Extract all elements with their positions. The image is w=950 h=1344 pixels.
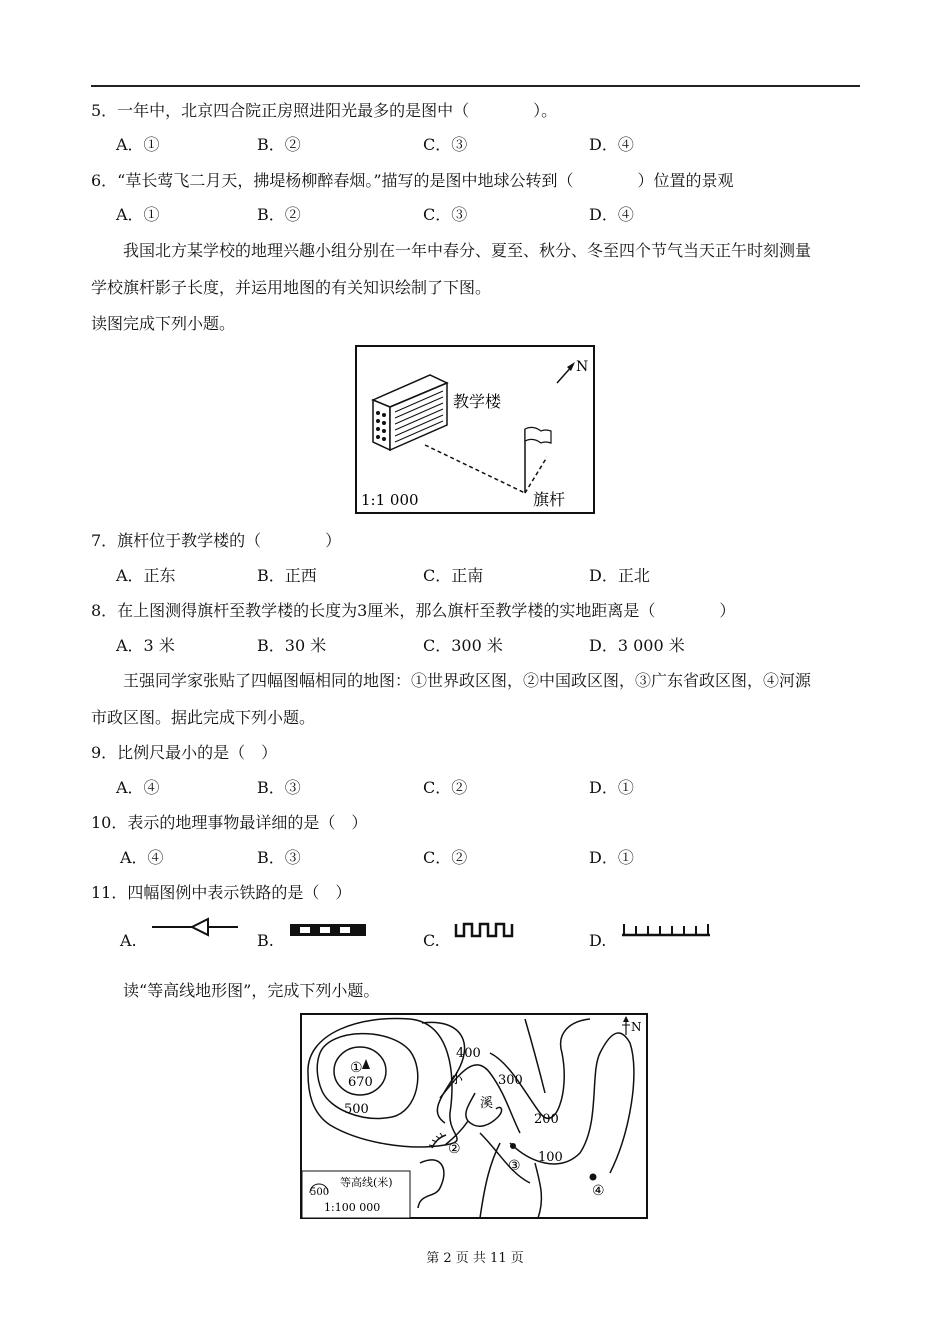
q8-option-b[interactable]: B．30 米 [257,636,327,655]
q6-option-a[interactable]: A．① [116,205,160,224]
intro-1-line-1: 我国北方某学校的地理兴趣小组分别在一年中春分、夏至、秋分、冬至四个节气当天正午时刻测量 [123,241,812,260]
q9-option-a[interactable]: A．④ [116,778,160,797]
question-11: 11．四幅图例中表示铁路的是（ ） [91,883,352,902]
point-3-label: ③ [508,1158,521,1174]
legend-dike-symbol-icon [620,922,712,938]
peak-height-label: 670 [348,1075,373,1090]
question-9: 9．比例尺最小的是（ ） [91,743,278,762]
q5-option-a[interactable]: A．① [116,135,160,154]
legend-wall-symbol-icon [454,918,516,940]
intro-1-line-2: 学校旗杆影子长度，并运用地图的有关知识绘制了下图。 [91,278,492,297]
q7-option-d[interactable]: D．正北 [589,566,650,585]
q11-option-d[interactable]: D. [589,931,607,950]
legend-scale: 1:100 000 [324,1201,381,1214]
q10-option-d[interactable]: D．① [589,848,634,867]
legend-text: 等高线(米) [340,1176,393,1189]
stream-label-1: 小 [450,1072,464,1087]
point-2-label: ② [448,1141,461,1157]
intro-2-line-1: 王强同学家张贴了四幅图幅相同的地图：①世界政区图，②中国政区图，③广东省政区图，④河源 [123,671,812,690]
question-7: 7．旗杆位于教学楼的（ ） [91,531,342,550]
q8-option-c[interactable]: C．300 米 [423,636,503,655]
contour-500-label: 500 [344,1102,369,1117]
question-5: 5．一年中，北京四合院正房照进阳光最多的是图中（ ）。 [91,101,558,120]
contour-300-label: 300 [498,1073,523,1088]
q9-option-c[interactable]: C．② [423,778,468,797]
question-6: 6．“草长莺飞二月天，拂堤杨柳醉春烟。”描写的是图中地球公转到（ ）位置的景观 [91,171,734,190]
q7-option-c[interactable]: C．正南 [423,566,484,585]
q8-option-a[interactable]: A．3 米 [116,636,175,655]
contour-400-label: 400 [456,1046,481,1061]
flagpole-label: 旗杆 [533,490,566,509]
q5-option-d[interactable]: D．④ [589,135,634,154]
legend-sample-label: 500 [310,1187,330,1198]
svg-text:N: N [576,359,589,375]
contour-100-label: 100 [538,1150,563,1165]
q10-option-c[interactable]: C．② [423,848,468,867]
q7-option-b[interactable]: B．正西 [257,566,317,585]
legend-railway-symbol-icon [288,920,368,940]
svg-text:N: N [631,1020,642,1034]
contour-map-figure [300,1013,648,1220]
header-rule [91,85,860,87]
q6-option-c[interactable]: C．③ [423,205,468,224]
q11-option-b[interactable]: B. [257,931,274,950]
q5-option-b[interactable]: B．② [257,135,301,154]
q11-option-c[interactable]: C. [423,931,440,950]
flagpole-map-figure [355,345,595,515]
q7-option-a[interactable]: A．正东 [116,566,176,585]
q10-option-a[interactable]: A．④ [120,848,164,867]
q10-option-b[interactable]: B．③ [257,848,301,867]
point-4-label: ④ [592,1183,605,1199]
contour-200-label: 200 [534,1112,559,1127]
q11-option-a[interactable]: A. [120,931,137,950]
building-label: 教学楼 [453,392,502,411]
q5-option-c[interactable]: C．③ [423,135,468,154]
intro-1-line-3: 读图完成下列小题。 [91,314,236,333]
peak-mark-label: ① [350,1060,363,1076]
question-10: 10．表示的地理事物最详细的是（ ） [91,813,368,832]
page-footer: 第 2 页 共 11 页 [426,1251,524,1266]
q9-option-b[interactable]: B．③ [257,778,301,797]
intro-2-line-2: 市政区图。据此完成下列小题。 [91,708,316,727]
scale-label: 1:1 000 [361,491,419,509]
q9-option-d[interactable]: D．① [589,778,634,797]
legend-boundary-symbol-icon [150,915,242,939]
q6-option-b[interactable]: B．② [257,205,301,224]
intro-3-line-1: 读“等高线地形图”，完成下列小题。 [123,981,380,1000]
q6-option-d[interactable]: D．④ [589,205,634,224]
question-8: 8．在上图测得旗杆至教学楼的长度为3厘米，那么旗杆至教学楼的实地距离是（ ） [91,601,736,620]
stream-label-2: 溪 [480,1096,494,1111]
q8-option-d[interactable]: D．3 000 米 [589,636,685,655]
